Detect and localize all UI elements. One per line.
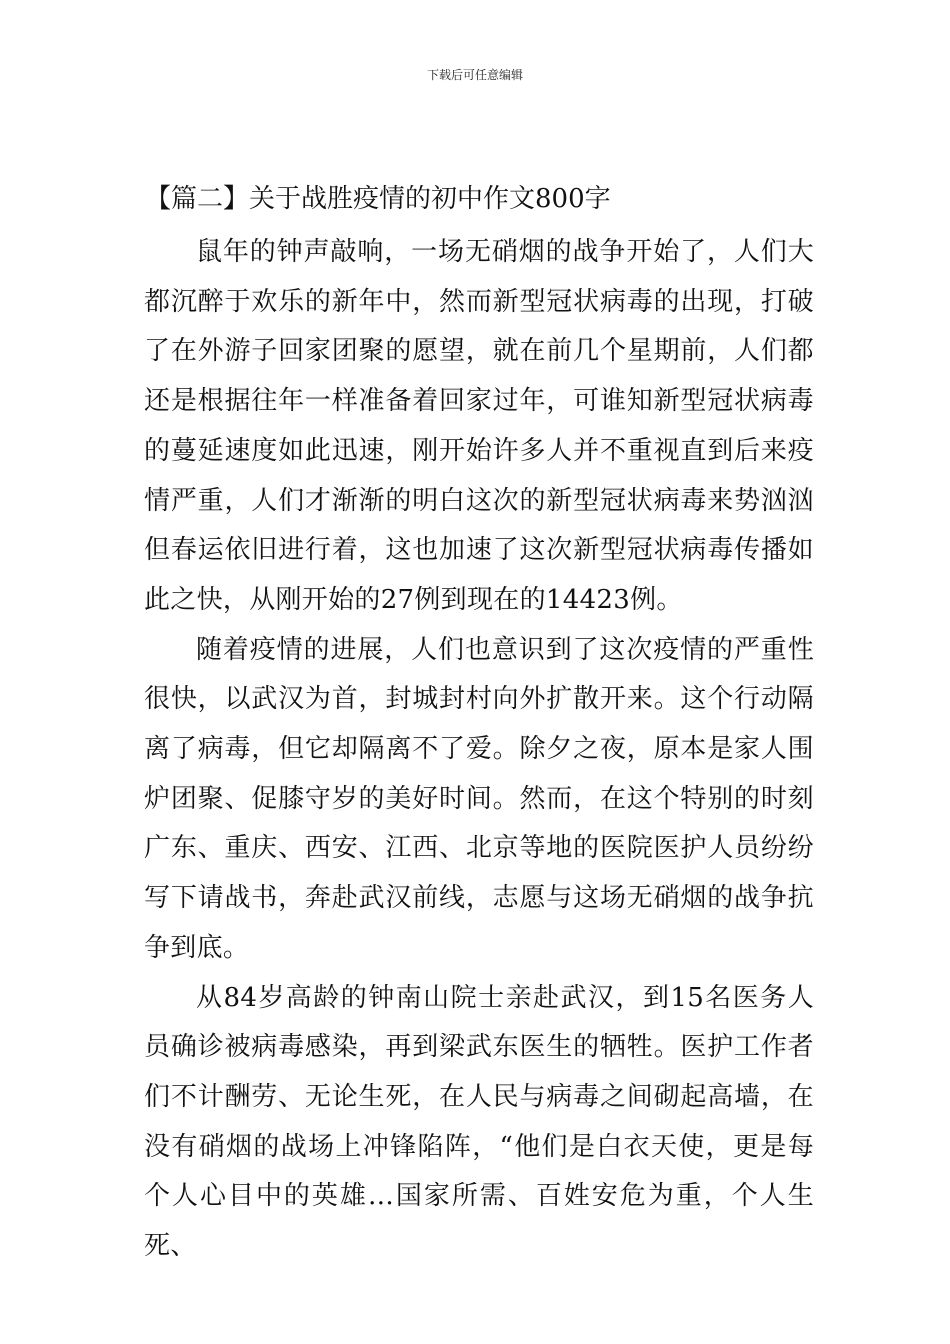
document-body [144,176,814,1272]
essay-title: 【篇二】关于战胜疫情的初中作文800字 [145,184,611,214]
paragraph-3: 从84岁高龄的钟南山院士亲赴武汉，到15名医务人员确诊被病毒感染，再到梁武东医生的牺牲。医护工作者们不计酬劳、无论生死，在人民与病毒之间砌起高墙，在没有硝烟的战场上冲锋陷阵，“他们是白衣天使，更是每个人心目中的英雄…国家所需、百姓安危为重，个人生死、 [144,982,814,1262]
paragraph-1: 鼠年的钟声敲响，一场无硝烟的战争开始了，人们大都沉醉于欢乐的新年中，然而新型冠状病毒的出现，打破了在外游子回家团聚的愿望，就在前几个星期前，人们都还是根据往年一样准备着回家过年，可谁知新型冠状病毒的蔓延速度如此迅速，刚开始许多人并不重视直到后来疫情严重，人们才渐渐的明白这次的新型冠状病毒来势汹汹但春运依旧进行着，这也加速了这次新型冠状病毒传播如此之快，从刚开始的27例到现在的14423例。 [144,237,814,615]
paragraph-2: 随着疫情的进展，人们也意识到了这次疫情的严重性很快，以武汉为首，封城封村向外扩散开来。这个行动隔离了病毒，但它却隔离不了爱。除夕之夜，原本是家人围炉团聚、促膝守岁的美好时间。然而，在这个特别的时刻广东、重庆、西安、江西、北京等地的医院医护人员纷纷写下请战书，奔赴武汉前线，志愿与这场无硝烟的战争抗争到底。 [144,634,814,963]
header-note: 下载后可任意编辑 [426,68,523,82]
